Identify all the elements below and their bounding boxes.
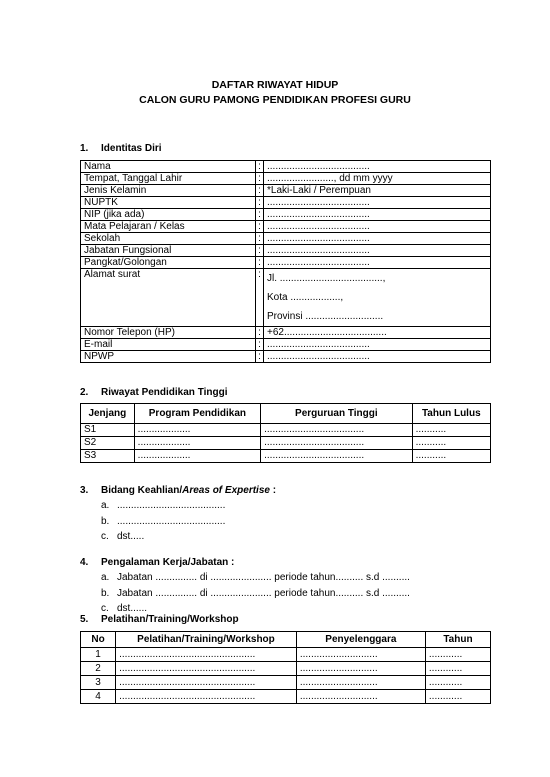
- table-cell: ............................: [296, 648, 425, 662]
- pengalaman-list: [101, 570, 410, 617]
- table-cell: ...................: [134, 437, 260, 450]
- field-separator: :: [256, 173, 264, 185]
- table-cell: 4: [81, 690, 116, 704]
- column-header: Tahun Lulus: [412, 404, 490, 424]
- field-label: Nama: [81, 161, 256, 173]
- field-separator: :: [256, 209, 264, 221]
- table-cell: ............................: [296, 662, 425, 676]
- field-label: Jabatan Fungsional: [81, 245, 256, 257]
- document-title: DAFTAR RIWAYAT HIDUP: [211, 79, 339, 91]
- field-value: .....................................: [264, 257, 491, 269]
- field-value: +62.....................................: [264, 327, 491, 339]
- field-value: .....................................: [264, 351, 491, 363]
- table-row: [81, 450, 491, 463]
- table-cell: S1: [81, 424, 135, 437]
- identitas-row: [81, 185, 491, 197]
- table-cell: S2: [81, 437, 135, 450]
- field-separator: :: [256, 161, 264, 173]
- field-label: NUPTK: [81, 197, 256, 209]
- list-letter: b.: [101, 587, 110, 599]
- section-label: Bidang Keahlian/: [101, 485, 183, 496]
- table-cell: ....................................: [261, 450, 412, 463]
- table-cell: ....................................: [261, 424, 412, 437]
- list-text: Jabatan ............... di ...................... periode tahun.......... s.d ..........: [117, 572, 410, 583]
- list-text: .......................................: [117, 515, 226, 527]
- table-cell: ............................: [296, 690, 425, 704]
- table-cell: ...................: [134, 424, 260, 437]
- field-separator: :: [256, 197, 264, 209]
- field-label: NPWP: [81, 351, 256, 363]
- section-label: Riwayat Pendidikan Tinggi: [101, 387, 228, 398]
- column-header: Pelatihan/Training/Workshop: [116, 632, 297, 648]
- field-label: E-mail: [81, 339, 256, 351]
- field-label: Alamat surat: [81, 269, 256, 327]
- table-cell: ............: [425, 648, 490, 662]
- section-label-italic: Areas of Expertise: [182, 485, 270, 496]
- column-header: No: [81, 632, 116, 648]
- table-row: [81, 424, 491, 437]
- section-number: 4.: [80, 557, 89, 568]
- list-item: [101, 498, 225, 514]
- table-cell: 1: [81, 648, 116, 662]
- field-label: Sekolah: [81, 233, 256, 245]
- table-row: [81, 690, 491, 704]
- identitas-row: [81, 245, 491, 257]
- list-letter: a.: [101, 500, 110, 511]
- section-heading-pendidikan: [80, 387, 228, 398]
- table-cell: ...........: [412, 450, 490, 463]
- section-heading-keahlian: [80, 485, 276, 496]
- table-cell: ............................: [296, 676, 425, 690]
- table-cell: ...........: [412, 424, 490, 437]
- section-label-end: :: [269, 485, 277, 496]
- field-label: NIP (jika ada): [81, 209, 256, 221]
- table-cell: .................................................: [116, 662, 297, 676]
- table-cell: ...........: [412, 437, 490, 450]
- list-item: [101, 514, 225, 530]
- section-number: 3.: [80, 485, 89, 496]
- document-subtitle: CALON GURU PAMONG PENDIDIKAN PROFESI GURU: [139, 94, 411, 106]
- list-item: [101, 529, 225, 545]
- list-text: dst......: [117, 603, 148, 614]
- field-label: Jenis Kelamin: [81, 185, 256, 197]
- section-label: Pelatihan/Training/Workshop: [101, 614, 239, 625]
- list-text: Jabatan ............... di ...................... periode tahun.......... s.d ..........: [117, 587, 410, 599]
- field-separator: :: [256, 351, 264, 363]
- section-heading-pelatihan: [80, 614, 239, 625]
- field-label: Nomor Telepon (HP): [81, 327, 256, 339]
- field-separator: :: [256, 257, 264, 269]
- table-cell: ....................................: [261, 437, 412, 450]
- field-separator: :: [256, 339, 264, 351]
- section-number: 2.: [80, 387, 89, 398]
- field-value: *Laki-Laki / Perempuan: [264, 185, 491, 197]
- field-separator: :: [256, 233, 264, 245]
- field-separator: :: [256, 245, 264, 257]
- table-cell: 2: [81, 662, 116, 676]
- field-label: Tempat, Tanggal Lahir: [81, 173, 256, 185]
- table-row: [81, 648, 491, 662]
- pelatihan-table: [80, 631, 491, 704]
- identitas-row: [81, 173, 491, 185]
- identitas-row: [81, 161, 491, 173]
- list-text: .......................................: [117, 500, 226, 511]
- field-value: .....................................: [264, 197, 491, 209]
- table-cell: .................................................: [116, 676, 297, 690]
- identitas-row: [81, 351, 491, 363]
- field-separator: :: [256, 185, 264, 197]
- alamat-line1: Jl. .....................................,: [267, 273, 386, 284]
- table-cell: ...................: [134, 450, 260, 463]
- identitas-row: [81, 209, 491, 221]
- column-header: Program Pendidikan: [134, 404, 260, 424]
- identitas-row: [81, 327, 491, 339]
- field-separator: :: [256, 269, 264, 327]
- column-header: Penyelenggara: [296, 632, 425, 648]
- alamat-line3: Provinsi ............................: [267, 311, 384, 322]
- identitas-row: [81, 221, 491, 233]
- field-value: ........................, dd mm yyyy: [264, 173, 491, 185]
- table-cell: .................................................: [116, 690, 297, 704]
- identitas-row-alamat: [81, 269, 491, 327]
- field-label: Pangkat/Golongan: [81, 257, 256, 269]
- column-header: Tahun: [425, 632, 490, 648]
- table-row: [81, 662, 491, 676]
- section-heading-identitas: [80, 143, 162, 154]
- field-value-alamat: [264, 269, 491, 327]
- identitas-row: [81, 339, 491, 351]
- column-header: Perguruan Tinggi: [261, 404, 412, 424]
- field-value: .....................................: [264, 245, 491, 257]
- section-number: 1.: [80, 143, 89, 154]
- list-item: [101, 586, 410, 602]
- table-row: [81, 676, 491, 690]
- identitas-row: [81, 197, 491, 209]
- field-separator: :: [256, 221, 264, 233]
- field-value: .....................................: [264, 161, 491, 173]
- identitas-row: [81, 257, 491, 269]
- field-value: .....................................: [264, 233, 491, 245]
- table-cell: S3: [81, 450, 135, 463]
- list-text: dst.....: [117, 531, 145, 542]
- table-cell: ............: [425, 662, 490, 676]
- pendidikan-table: [80, 403, 491, 463]
- table-cell: 3: [81, 676, 116, 690]
- identitas-row: [81, 233, 491, 245]
- list-letter: c.: [101, 531, 109, 542]
- field-value: .....................................: [264, 209, 491, 221]
- field-label: Mata Pelajaran / Kelas: [81, 221, 256, 233]
- keahlian-list: [101, 498, 225, 545]
- field-separator: :: [256, 327, 264, 339]
- section-number: 5.: [80, 614, 89, 625]
- alamat-line2: Kota ..................,: [267, 292, 344, 303]
- field-value: .....................................: [264, 221, 491, 233]
- table-row: [81, 437, 491, 450]
- field-value: .....................................: [264, 339, 491, 351]
- list-letter: a.: [101, 572, 110, 583]
- table-cell: .................................................: [116, 648, 297, 662]
- section-label: Identitas Diri: [101, 143, 162, 154]
- list-item: [101, 570, 410, 586]
- identitas-table: [80, 160, 491, 363]
- column-header: Jenjang: [81, 404, 135, 424]
- table-cell: ............: [425, 690, 490, 704]
- section-label: Pengalaman Kerja/Jabatan :: [101, 557, 235, 568]
- section-heading-pengalaman: [80, 557, 234, 568]
- list-letter: b.: [101, 515, 110, 527]
- table-cell: ............: [425, 676, 490, 690]
- list-letter: c.: [101, 603, 109, 614]
